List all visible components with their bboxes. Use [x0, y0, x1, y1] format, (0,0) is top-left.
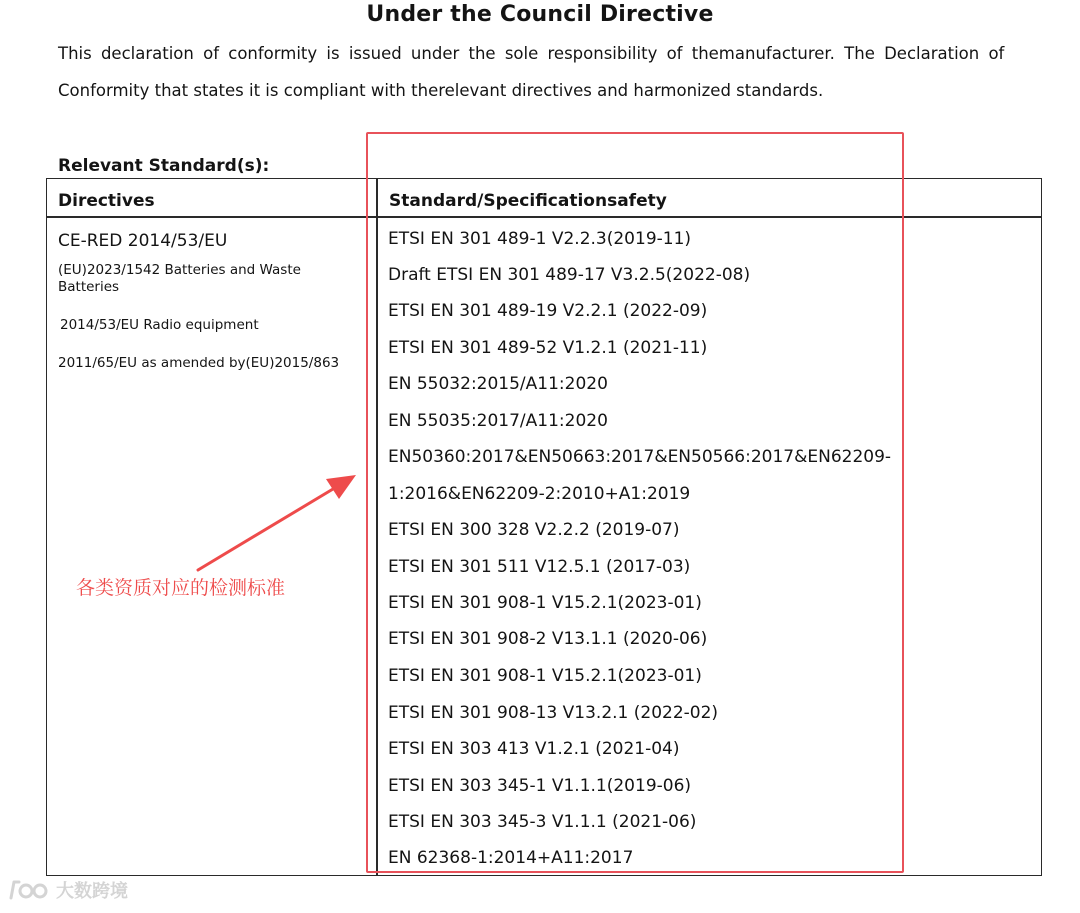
standard-item: EN50360:2017&EN50663:2017&EN50566:2017&EN62209-	[388, 447, 892, 467]
standard-item: ETSI EN 303 413 V1.2.1 (2021-04)	[388, 739, 680, 759]
standard-item: ETSI EN 301 908-1 V15.2.1(2023-01)	[388, 593, 702, 613]
declaration-paragraph-line-1: This declaration of conformity is issued under the sole responsibility of themanufacturer. The Declaration of	[58, 44, 1005, 63]
standard-item: ETSI EN 301 489-52 V1.2.1 (2021-11)	[388, 338, 708, 358]
standard-item: ETSI EN 303 345-3 V1.1.1 (2021-06)	[388, 812, 697, 832]
watermark-text: 大数跨境	[56, 881, 128, 902]
document-title: Under the Council Directive	[366, 2, 714, 27]
directive-item: CE-RED 2014/53/EU	[58, 231, 228, 251]
directive-item: 2014/53/EU Radio equipment	[60, 317, 259, 333]
standard-item: EN 55032:2015/A11:2020	[388, 374, 608, 394]
standard-item: EN 55035:2017/A11:2020	[388, 411, 608, 431]
declaration-paragraph-line-2: Conformity that states it is compliant with therelevant directives and harmonized standards.	[58, 81, 824, 100]
standard-item: ETSI EN 300 328 V2.2.2 (2019-07)	[388, 520, 680, 540]
standard-item: Draft ETSI EN 301 489-17 V3.2.5(2022-08)	[388, 265, 751, 285]
annotation-label: 各类资质对应的检测标准	[76, 577, 286, 599]
standard-item: 1:2016&EN62209-2:2010+A1:2019	[388, 484, 691, 504]
brand-logo-icon	[8, 878, 50, 902]
standard-item: ETSI EN 301 908-13 V13.2.1 (2022-02)	[388, 703, 719, 723]
standard-item: ETSI EN 301 908-2 V13.1.1 (2020-06)	[388, 629, 708, 649]
standards-column-header: Standard/Specificationsafety	[389, 191, 667, 211]
standard-item: ETSI EN 301 489-1 V2.2.3(2019-11)	[388, 229, 692, 249]
relevant-standards-label: Relevant Standard(s):	[58, 156, 270, 176]
directives-column-header: Directives	[58, 191, 155, 211]
standard-item: ETSI EN 301 908-1 V15.2.1(2023-01)	[388, 666, 702, 686]
standard-item: ETSI EN 303 345-1 V1.1.1(2019-06)	[388, 776, 692, 796]
directive-item: 2011/65/EU as amended by(EU)2015/863	[58, 355, 340, 371]
directive-item: (EU)2023/1542 Batteries and Waste Batteries	[58, 262, 301, 295]
standard-item: ETSI EN 301 511 V12.5.1 (2017-03)	[388, 557, 691, 577]
standard-item: ETSI EN 301 489-19 V2.2.1 (2022-09)	[388, 301, 708, 321]
watermark	[8, 877, 128, 903]
standard-item: EN 62368-1:2014+A11:2017	[388, 848, 634, 868]
